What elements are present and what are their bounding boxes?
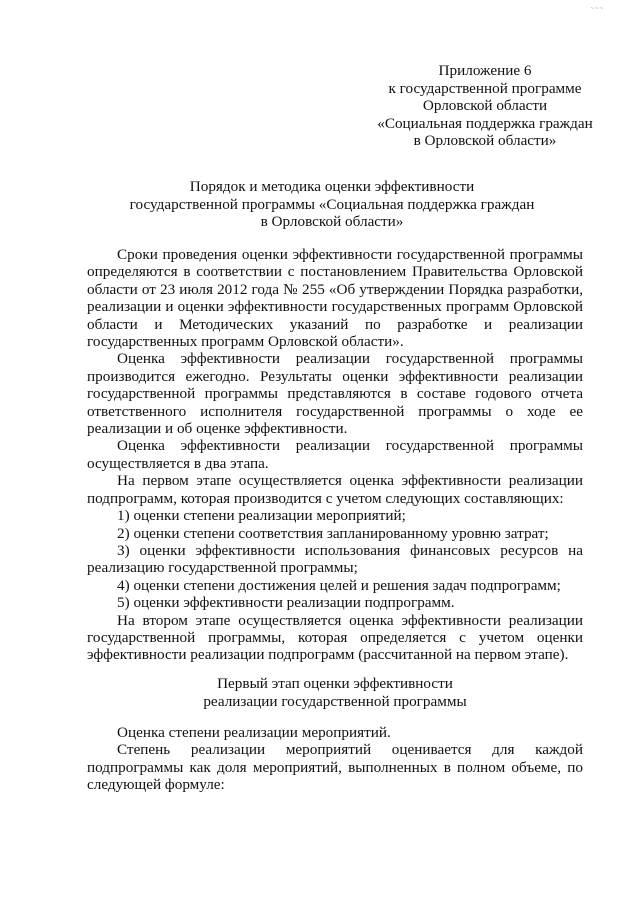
document-title — [108, 178, 556, 231]
section-title — [160, 675, 510, 710]
list-item: 5) оценки эффективности реализации подпрограмм. — [117, 594, 455, 612]
paragraph: Оценка эффективности реализации государственной программы осуществляется в два этапа. — [87, 437, 583, 472]
list-item: 1) оценки степени реализации мероприятий; — [117, 507, 406, 525]
section-title-line: реализации государственной программы — [203, 692, 467, 710]
appendix-line: к государственной программе — [388, 79, 582, 97]
corner-mark: ~~~ — [590, 6, 604, 12]
paragraph: Степень реализации мероприятий оценивается для каждой подпрограммы как доля мероприятий, выполненных в полном объеме, по следующей формуле: — [87, 741, 583, 794]
title-line: государственной программы «Социальная поддержка граждан — [129, 195, 535, 213]
section-body-text — [87, 724, 583, 794]
appendix-line: Приложение 6 — [438, 62, 532, 79]
title-line: Порядок и методика оценки эффективности — [189, 178, 475, 195]
list-item: 4) оценки степени достижения целей и решения задач подпрограмм; — [117, 576, 561, 594]
appendix-header — [372, 62, 598, 150]
appendix-line: «Социальная поддержка граждан — [377, 114, 593, 132]
appendix-line: Орловской области — [422, 97, 548, 115]
list-item: 3) оценки эффективности использования финансовых ресурсов на реализацию государственной программы; — [87, 541, 583, 577]
paragraph: На втором этапе осуществляется оценка эффективности реализации государственной программы, которая определяется с учетом оценки эффективности реализации подпрограмм (рассчитанной на первом этапе). — [87, 611, 583, 664]
paragraph: На первом этапе осуществляется оценка эффективности реализации подпрограмм, которая производится с учетом следующих составляющих: — [87, 472, 583, 507]
paragraph: Оценка эффективности реализации государственной программы производится ежегодно. Результаты оценки эффективности реализации государственной программы представляются в составе годового отчета ответственного исполнителя государственной программы о ходе ее реализации и об оценке эффективности. — [87, 350, 583, 438]
paragraph: Сроки проведения оценки эффективности государственной программы определяются в соответствии с постановлением Правительства Орловской области от 23 июля 2012 года № 255 «Об утверждении Порядка разработки, реализации и оценки эффективности государственных программ Орловской области и Методических указаний по разработке и реализации государственных программ Орловской области». — [87, 246, 583, 351]
body-text — [87, 246, 583, 664]
appendix-line: в Орловской области» — [413, 132, 557, 150]
section-title-line: Первый этап оценки эффективности — [217, 675, 453, 692]
title-line: в Орловской области» — [260, 213, 404, 231]
paragraph: Оценка степени реализации мероприятий. — [117, 724, 391, 741]
list-item: 2) оценки степени соответствия запланированному уровню затрат; — [117, 524, 549, 542]
